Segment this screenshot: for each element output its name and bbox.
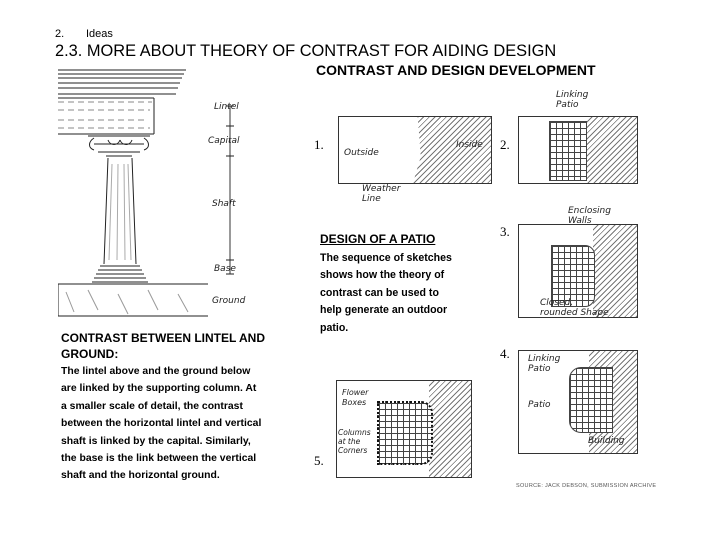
patio-text-line: contrast can be used to: [320, 286, 439, 299]
sketch-5-number: 5.: [314, 453, 324, 468]
linking-patio-label: Linking Patio: [528, 354, 561, 374]
lintel-text-line: The lintel above and the ground below: [61, 366, 251, 377]
inside-label: Inside: [456, 140, 483, 150]
flower-boxes-label: Flower Boxes: [342, 388, 369, 407]
sketch-3-number: 3.: [500, 224, 510, 239]
building-hatch: [429, 381, 471, 477]
lintel-heading-line-1: CONTRAST BETWEEN LINTEL AND: [61, 331, 265, 345]
outside-label: Outside: [344, 148, 379, 158]
lintel-text-line: shaft is linked by the capital. Similarly,: [61, 435, 251, 447]
patio-grid: [377, 401, 433, 465]
lintel-text-line: the base is the link between the vertical: [61, 453, 257, 465]
lintel-text-line: between the horizontal lintel and vertical: [61, 418, 262, 430]
lintel-text-line: shaft and the horizontal ground.: [61, 470, 220, 482]
linking-patio-label: Linking Patio: [556, 90, 589, 110]
columns-corners-label: Columns at the Corners: [338, 428, 371, 455]
capital-label: Capital: [208, 136, 240, 146]
right-title: CONTRAST AND DESIGN DEVELOPMENT: [316, 62, 596, 78]
inside-hatch: [413, 117, 491, 183]
sketch-1-number: 1.: [314, 137, 324, 152]
section-number: 2.: [55, 28, 65, 40]
building-hatch: [587, 117, 637, 183]
patio-grid: [549, 121, 589, 181]
base-label: Base: [214, 264, 236, 274]
section-label: Ideas: [86, 28, 113, 40]
lintel-heading-line-2: GROUND:: [61, 347, 119, 361]
patio-text-line: patio.: [320, 321, 349, 334]
patio-text-line: shows how the theory of: [320, 269, 445, 282]
patio-label: Patio: [528, 400, 551, 410]
sketch-2-panel: [518, 116, 638, 184]
patio-heading: DESIGN OF A PATIO: [320, 232, 436, 246]
page-title: 2.3. MORE ABOUT THEORY OF CONTRAST FOR AIDING DESIGN: [55, 42, 557, 60]
patio-text-line: The sequence of sketches: [320, 252, 452, 264]
lintel-heading: [61, 330, 265, 362]
lintel-text-line: a smaller scale of detail, the contrast: [61, 400, 243, 412]
shaft-label: Shaft: [212, 199, 236, 209]
patio-grid: [569, 367, 613, 433]
lintel-label: Lintel: [214, 102, 239, 112]
source-credit: SOURCE: JACK DEBSON, SUBMISSION ARCHIVE: [516, 483, 657, 489]
weather-line-label: Weather Line: [362, 184, 401, 204]
ground-label: Ground: [212, 296, 246, 306]
enclosing-walls-label: Enclosing Walls: [568, 206, 611, 226]
building-label: Building: [588, 436, 625, 446]
sketch-2-number: 2.: [500, 137, 510, 152]
sketch-4-number: 4.: [500, 346, 510, 361]
lintel-text-line: are linked by the supporting column. At: [61, 383, 257, 395]
patio-text: [320, 250, 452, 337]
patio-text-line: help generate an outdoor: [320, 304, 448, 317]
closed-rounded-label: Closed, rounded Shape: [540, 298, 609, 318]
lintel-text: [61, 363, 261, 485]
